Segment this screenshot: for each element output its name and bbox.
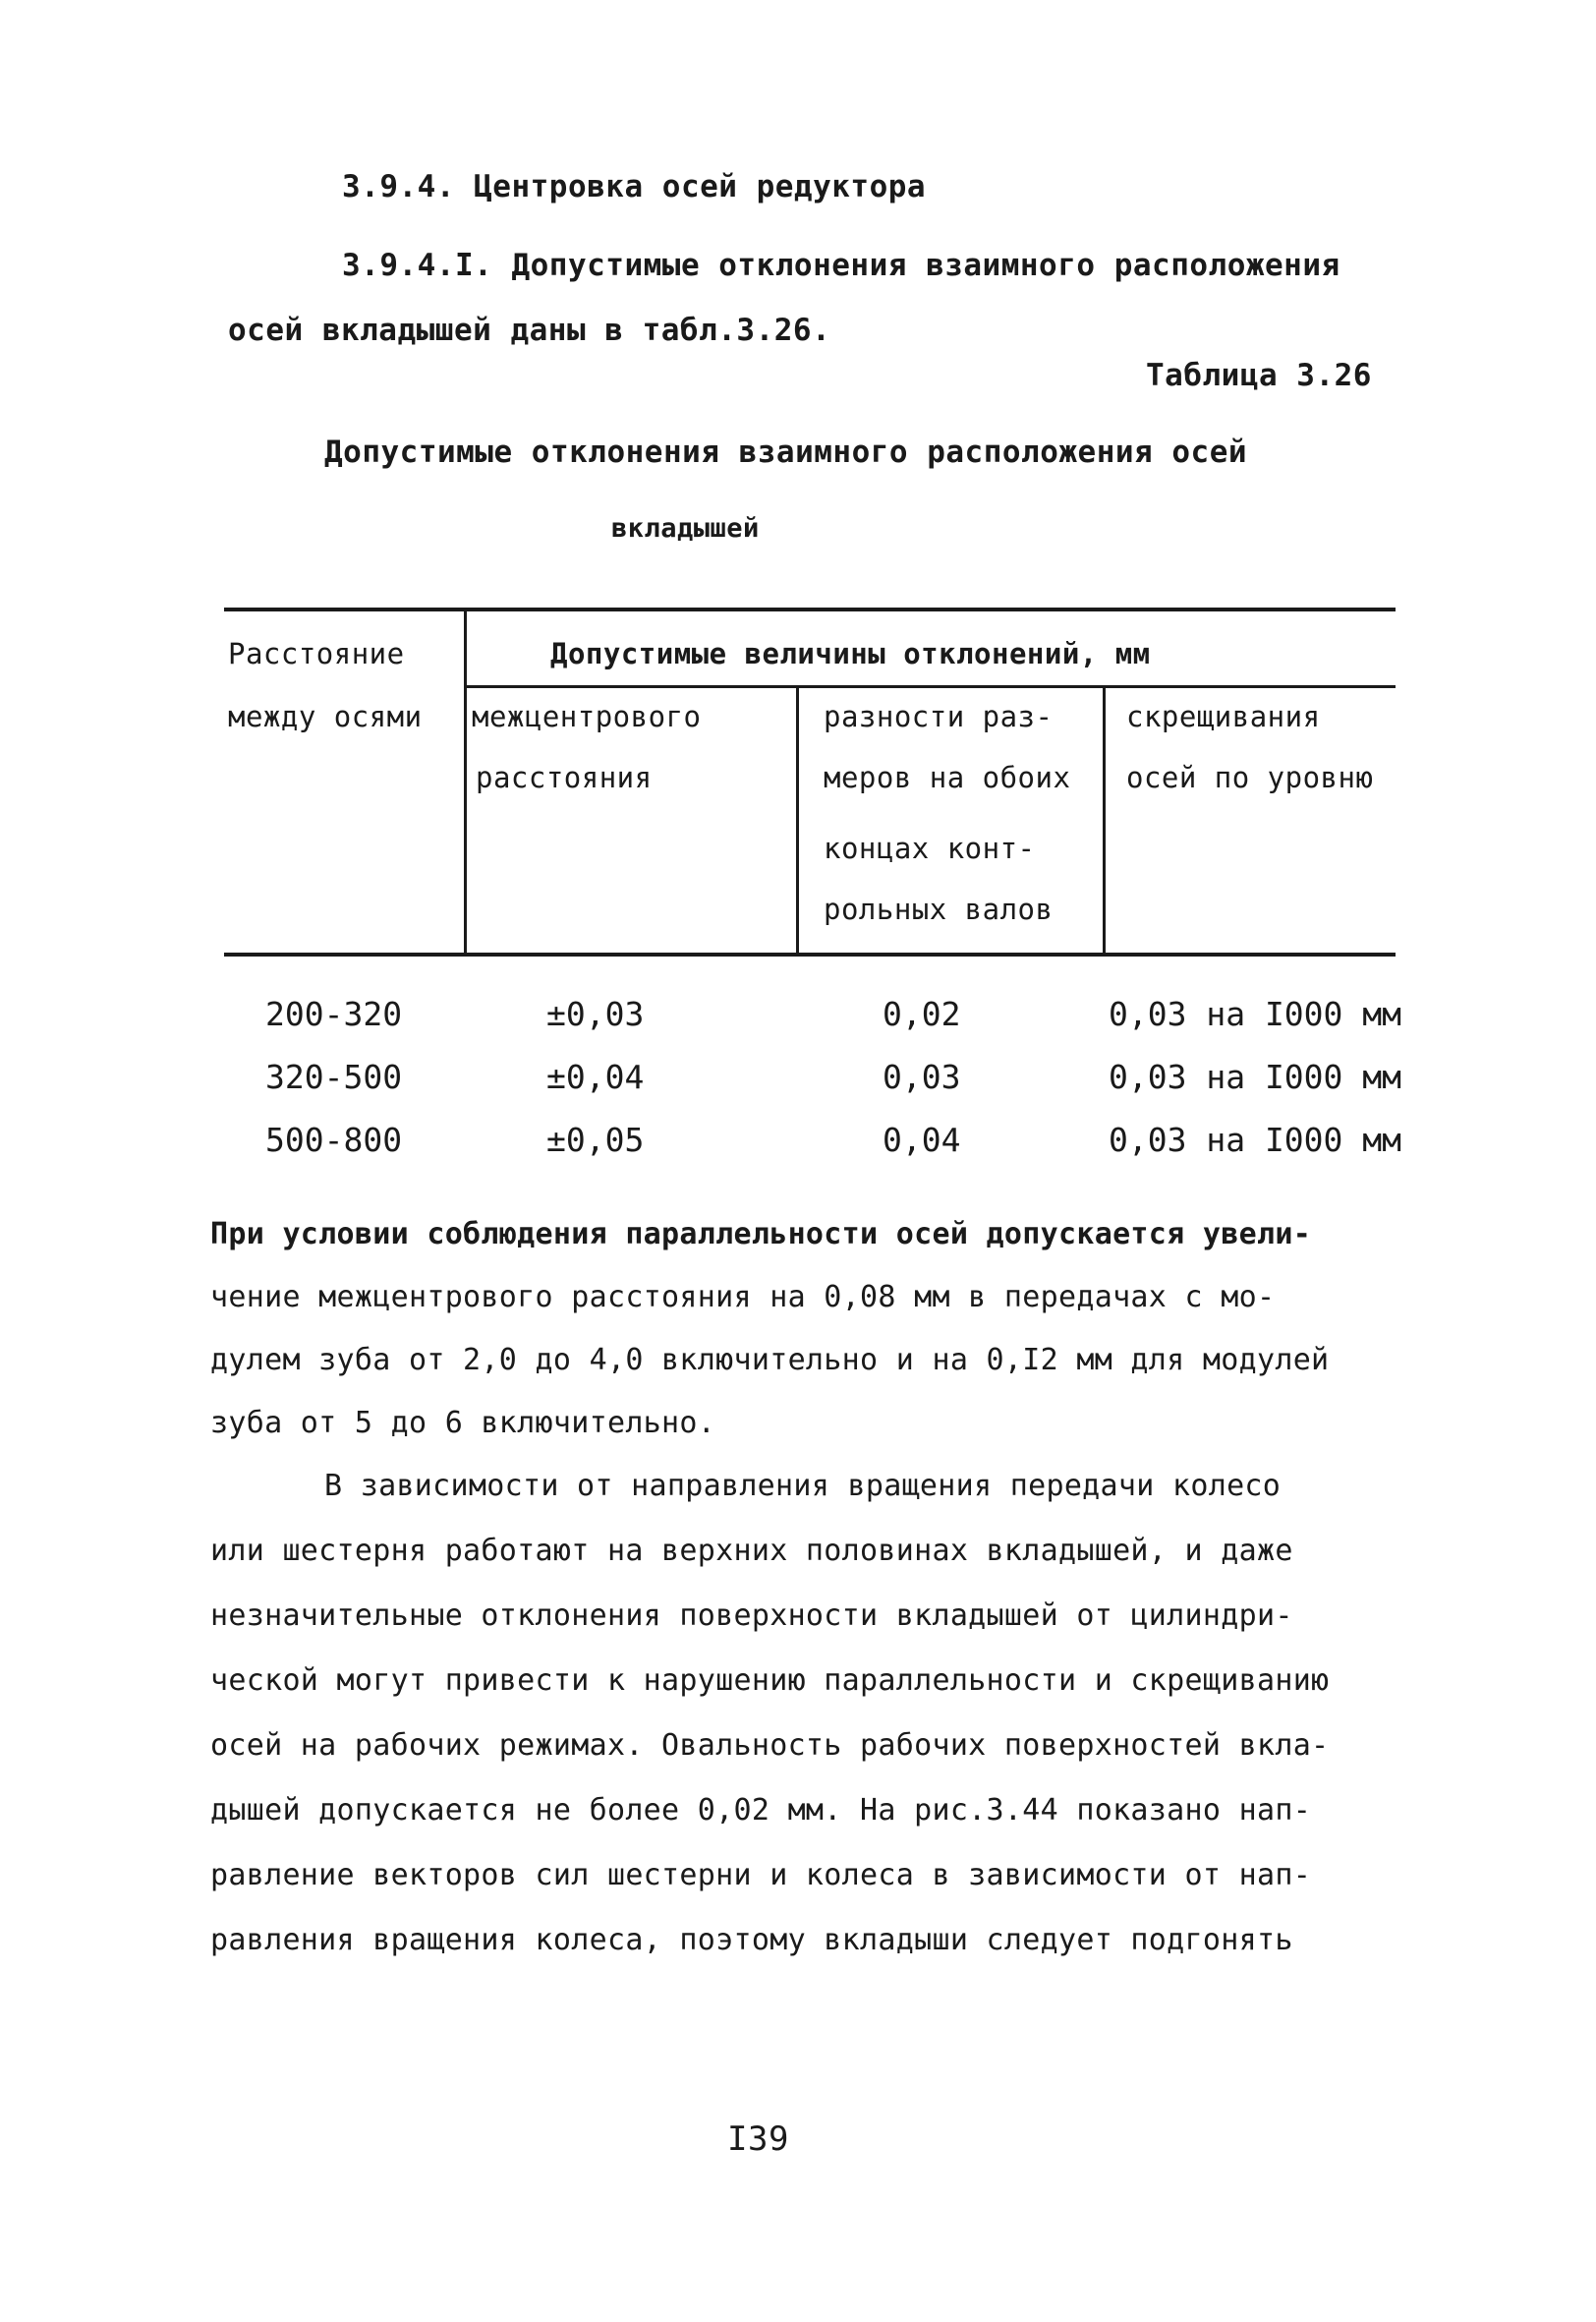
row1-distance: 200-320 — [265, 995, 403, 1033]
paragraph1-line: зуба от 5 до 6 включительно. — [210, 1406, 716, 1440]
paragraph2-line: В зависимости от направления вращения передачи колесо — [324, 1469, 1282, 1503]
row3-center-tolerance: ±0,05 — [546, 1121, 645, 1159]
page-number: I39 — [727, 2119, 789, 2159]
header-group-label: Допустимые величины отклонений, мм — [550, 637, 1151, 670]
intro-line-2: осей вкладышей даны в табл.3.26. — [228, 313, 831, 348]
paragraph1-line: дулем зуба от 2,0 до 4,0 включительно и на 0,I2 мм для модулей — [210, 1343, 1330, 1377]
header-col1-line2: между осями — [228, 700, 423, 733]
row1-center-tolerance: ±0,03 — [546, 995, 645, 1033]
table-header-bottom-rule — [224, 953, 1396, 957]
table-top-rule — [224, 608, 1396, 611]
paragraph2-line: равление векторов сил шестерни и колеса в зависимости от нап- — [210, 1858, 1312, 1892]
paragraph2-line: незначительные отклонения поверхности вкладышей от цилиндри- — [210, 1598, 1293, 1633]
row3-diff-tolerance: 0,04 — [883, 1121, 961, 1159]
row2-cross-tolerance: 0,03 на I000 мм — [1109, 1058, 1402, 1096]
paragraph2-line: ческой могут привести к нарушению параллельности и скрещиванию — [210, 1663, 1330, 1698]
row2-center-tolerance: ±0,04 — [546, 1058, 645, 1096]
row1-diff-tolerance: 0,02 — [883, 995, 961, 1033]
row3-distance: 500-800 — [265, 1121, 403, 1159]
header-col2-line2: расстояния — [476, 761, 653, 794]
header-col4-line1: скрещивания — [1126, 700, 1321, 733]
table-number-label: Таблица 3.26 — [1146, 358, 1372, 393]
table-caption-line-1: Допустимые отклонения взаимного расположения осей — [324, 435, 1248, 470]
header-col4-line2: осей по уровню — [1126, 761, 1374, 794]
row2-distance: 320-500 — [265, 1058, 403, 1096]
header-col1-line1: Расстояние — [228, 637, 405, 670]
header-col2-line1: межцентрового — [472, 700, 702, 733]
table-divider-col1 — [464, 608, 467, 954]
paragraph1-line: При условии соблюдения параллельности осей допускается увели- — [210, 1217, 1312, 1251]
row3-cross-tolerance: 0,03 на I000 мм — [1109, 1121, 1402, 1159]
header-col3-line1: разности раз- — [824, 700, 1054, 733]
paragraph2-line: дышей допускается не более 0,02 мм. На рис.3.44 показано нап- — [210, 1793, 1312, 1828]
table-divider-col2 — [796, 688, 799, 954]
header-col3-line4: рольных валов — [824, 893, 1054, 926]
header-col3-line3: концах конт- — [824, 832, 1036, 865]
paragraph1-line: чение межцентрового расстояния на 0,08 мм в передачах с мо- — [210, 1280, 1276, 1314]
paragraph2-line: или шестерня работают на верхних половинах вкладышей, и даже — [210, 1534, 1293, 1568]
table-caption-line-2: вкладышей — [611, 513, 760, 544]
table-subheader-rule — [464, 685, 1396, 688]
paragraph2-line: осей на рабочих режимах. Овальность рабочих поверхностей вкла- — [210, 1728, 1330, 1763]
row1-cross-tolerance: 0,03 на I000 мм — [1109, 995, 1402, 1033]
row2-diff-tolerance: 0,03 — [883, 1058, 961, 1096]
section-heading: 3.9.4. Центровка осей редуктора — [342, 169, 927, 204]
intro-line-1: 3.9.4.I. Допустимые отклонения взаимного расположения — [342, 248, 1340, 283]
paragraph2-line: равления вращения колеса, поэтому вкладыши следует подгонять — [210, 1923, 1293, 1957]
table-divider-col3 — [1103, 688, 1106, 954]
header-col3-line2: меров на обоих — [824, 761, 1071, 794]
